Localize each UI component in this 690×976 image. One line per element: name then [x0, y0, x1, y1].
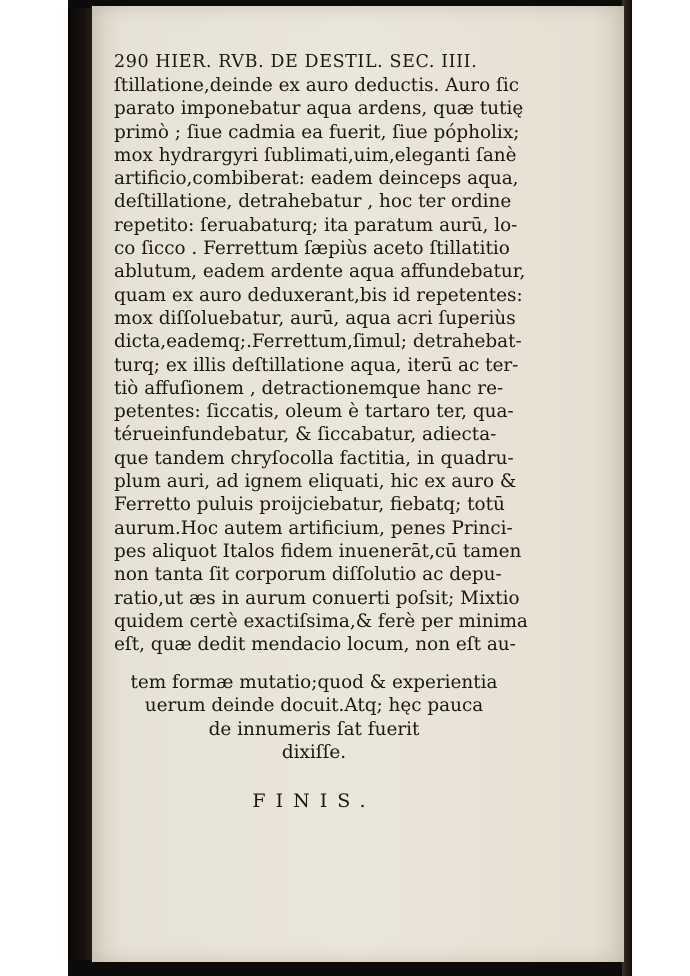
- text-line: plum auri, ad ignem eliquati, hic ex auro &: [114, 471, 517, 493]
- text-line: que tandem chryſocolla factitia, in quadru-: [114, 447, 514, 469]
- text-line: non tanta ſit corporum diſſolutio ac depu-: [114, 564, 502, 586]
- body-text: [114, 74, 528, 656]
- text-line: eſt, quæ dedit mendacio locum, non eſt au-: [114, 634, 516, 656]
- closing-line: dixiſſe.: [281, 741, 347, 763]
- text-line: deſtillatione, detrahebatur , hoc ter ordine: [114, 191, 512, 213]
- text-line: ablutum, eadem ardente aqua affundebatur,: [114, 261, 526, 283]
- finis-colophon: FINIS.: [252, 790, 376, 812]
- text-line: artificio,combiberat: eadem deinceps aqua,: [114, 168, 519, 190]
- text-line: aurum.Hoc autem artificium, penes Princi-: [114, 517, 513, 539]
- closing-line: uerum deinde docuit.Atq; hęc pauca: [144, 695, 484, 717]
- text-line: ratio,ut æs in aurum conuerti poſsit; Mixtio: [114, 587, 520, 609]
- text-line: pes aliquot Italos fidem inuenerāt,cū tamen: [114, 540, 522, 562]
- text-line: petentes: ſiccatis, oleum è tartaro ter, qua-: [114, 401, 514, 423]
- text-line: ſtillatione,deinde ex auro deductis. Auro ſic: [114, 75, 520, 96]
- book-gutter-shadow: [68, 0, 94, 976]
- text-line: térueinfundebatur, & ſiccabatur, adiecta-: [114, 424, 497, 446]
- text-line: dicta,eademq;.Ferrettum,ſimul; detrahebat-: [114, 331, 522, 353]
- text-line: mox hydrargyri ſublimati,uim,eleganti ſanè: [114, 144, 517, 166]
- closing-line: tem formæ mutatio;quod & experientia: [130, 672, 498, 693]
- closing-paragraph: [114, 671, 514, 764]
- text-line: quidem certè exactiſsima,& ferè per minima: [114, 610, 528, 632]
- text-line: turq; ex illis deſtillatione aqua, iterū ac ter-: [114, 354, 519, 376]
- scan-border-bottom: [68, 960, 630, 976]
- text-line: primò ; ſiue cadmia ea fuerit, ſiue pópholix;: [114, 121, 520, 143]
- closing-line: de innumeris ſat fuerit: [208, 718, 420, 740]
- text-line: Ferretto puluis proijciebatur, fiebatq; totū: [114, 494, 505, 516]
- text-line: mox diſſoluebatur, aurū, aqua acri ſuperiùs: [114, 307, 516, 329]
- running-header: 290 HIER. RVB. DE DESTIL. SEC. IIII.: [114, 52, 478, 72]
- text-line: co ſicco . Ferrettum ſæpiùs aceto ſtillatitio: [114, 238, 510, 260]
- text-line: parato imponebatur aqua ardens, quæ tutię: [114, 98, 524, 120]
- text-line: repetito: ſeruabaturq; ita paratum aurū, lo-: [114, 214, 518, 236]
- text-line: tiò affuſionem , detractionemque hanc re-: [114, 377, 504, 399]
- text-line: quam ex auro deduxerant,bis id repetentes:: [114, 284, 523, 306]
